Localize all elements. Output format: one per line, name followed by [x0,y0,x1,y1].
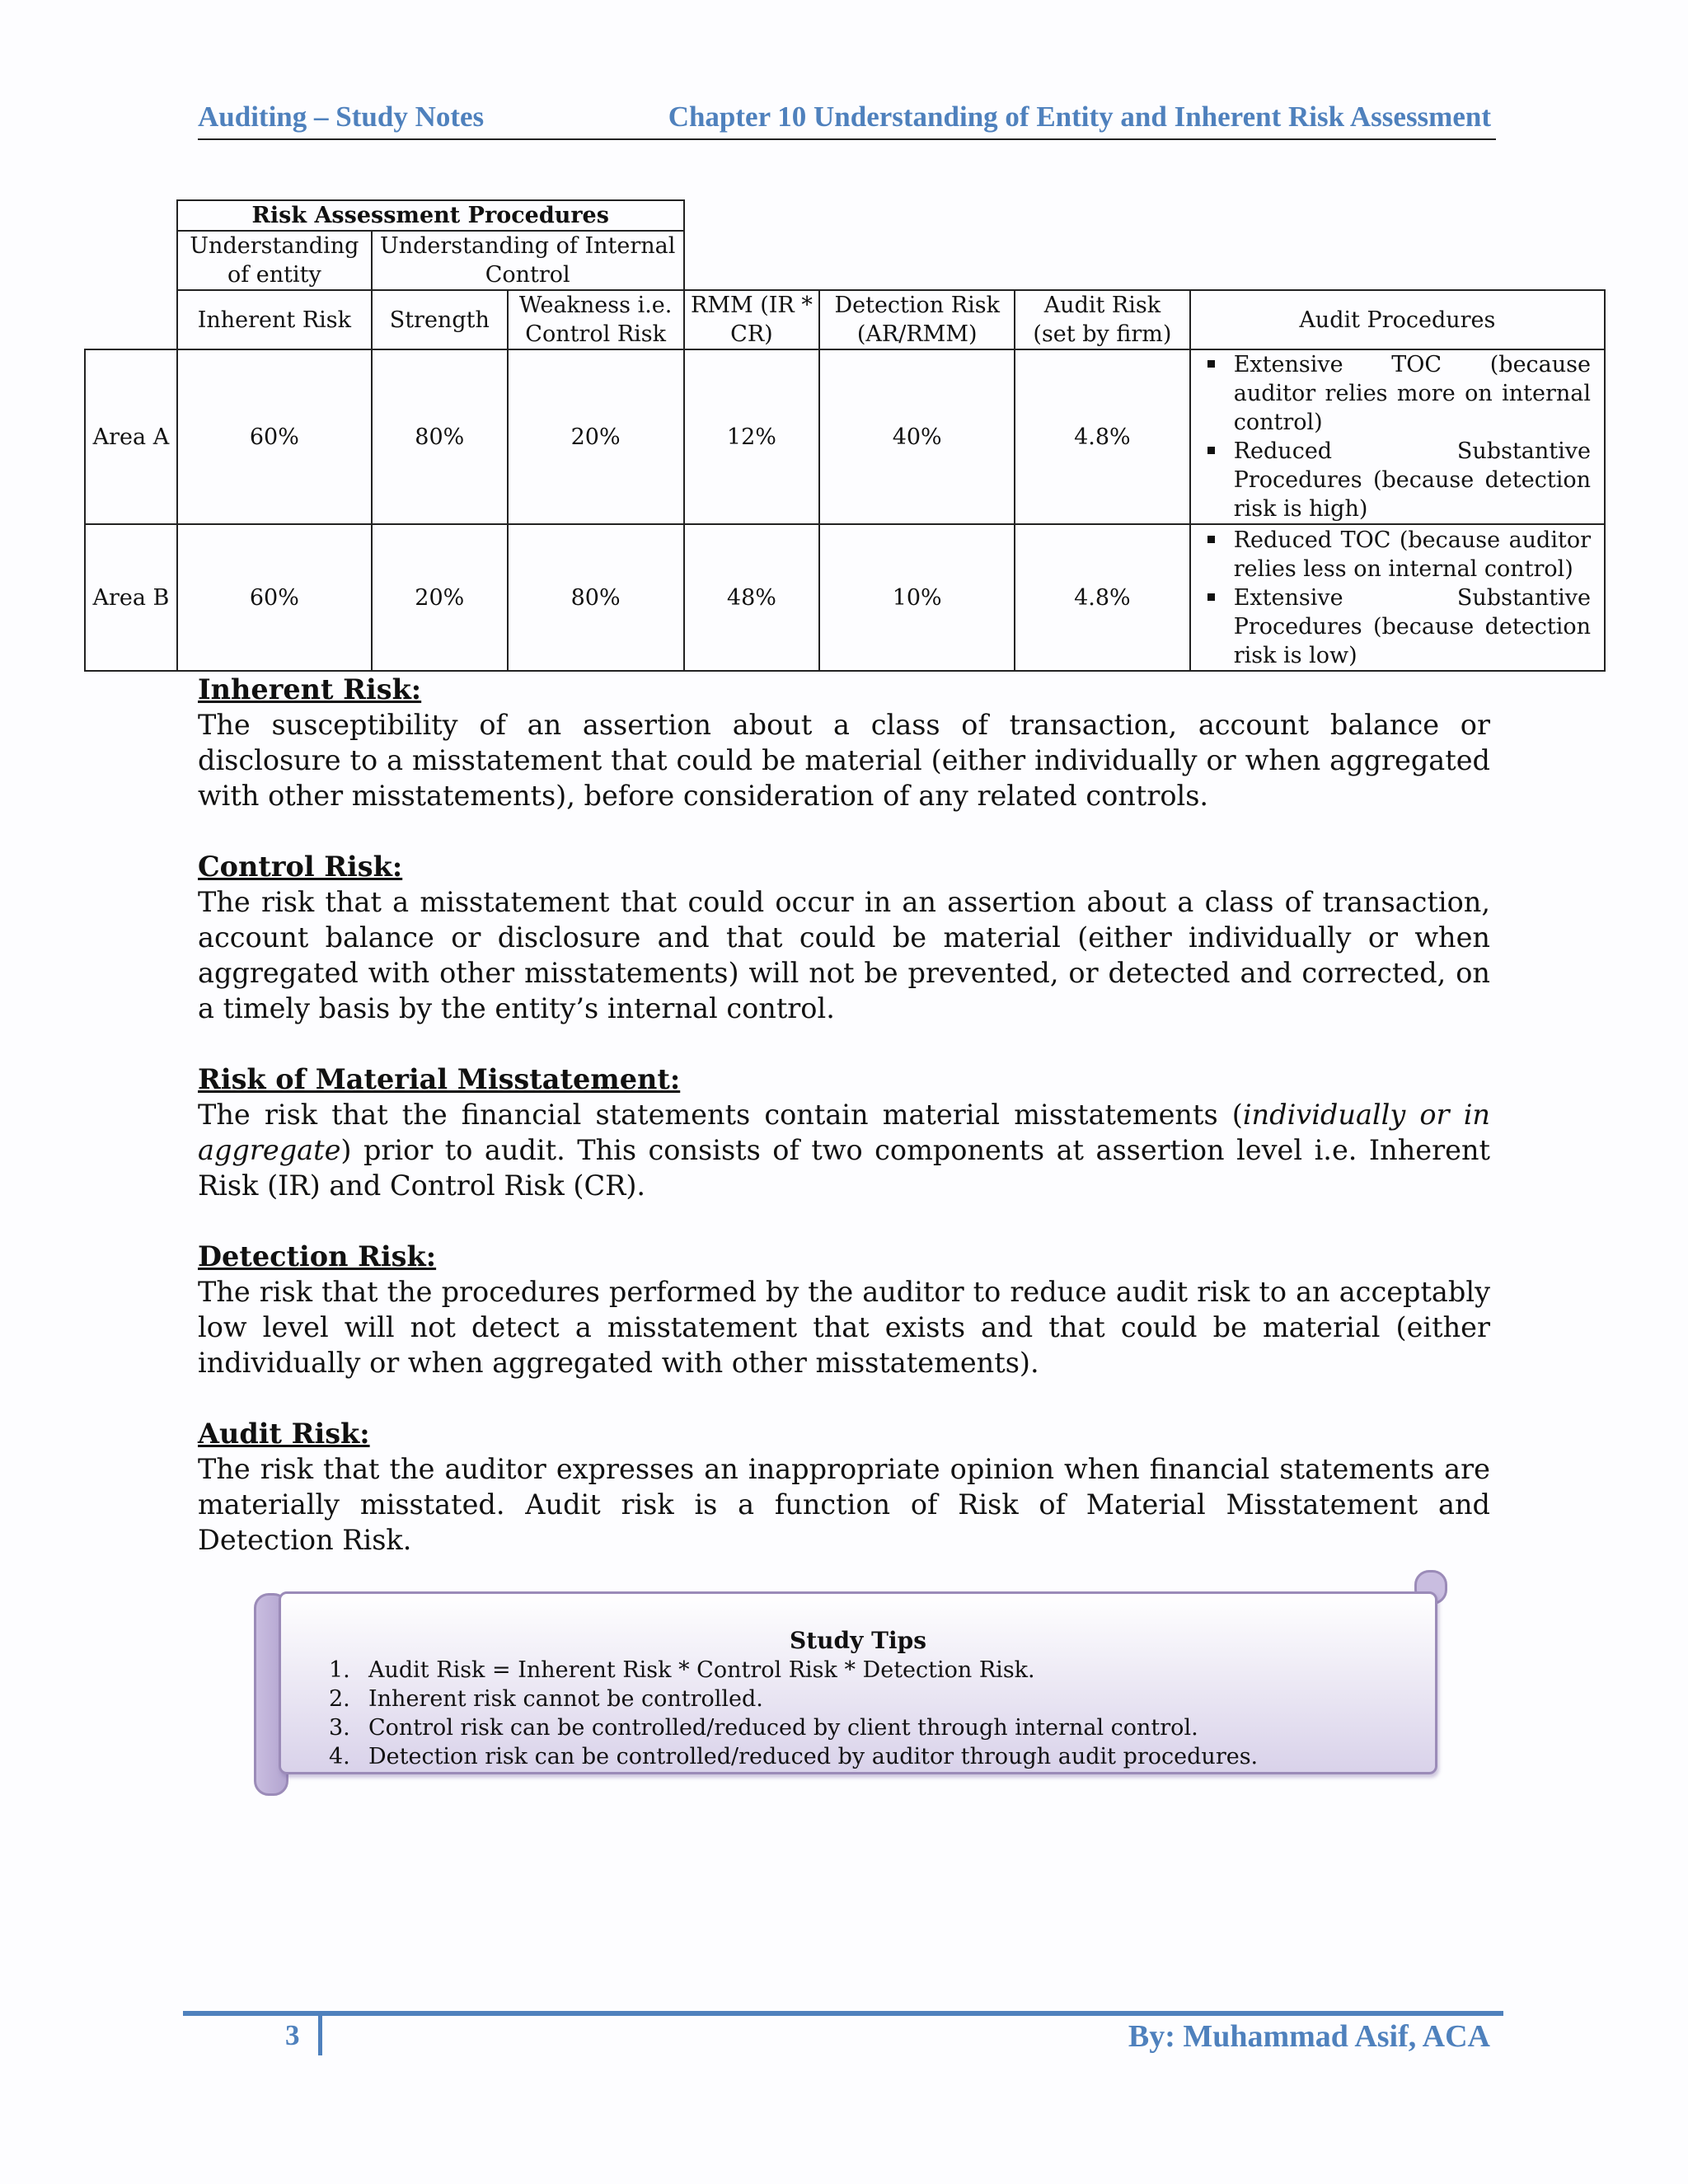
row-area-label: Area B [85,524,177,671]
procedure-bullet: Extensive TOC (because auditor relies more on internal control) [1201,350,1591,437]
tip-text: Detection risk can be controlled/reduced by auditor through audit procedures. [368,1744,1259,1769]
cell-strength: 20% [372,524,508,671]
footer-divider [183,2011,1503,2016]
col-header-audit-procedures: Audit Procedures [1190,290,1605,349]
inherent-risk-text: The susceptibility of an assertion about a class of transaction, account balance or disclosure to a misstatement that could be material (either individually or when aggregated with other misstatements), before consideration of any related controls. [198,709,1490,812]
tip-text: Control risk can be controlled/reduced by client through internal control. [368,1715,1198,1741]
rmm-text-italic: individually or in aggregate [198,1099,1490,1166]
cell-rmm: 48% [684,524,820,671]
cell-detection-risk: 10% [819,524,1015,671]
rmm-text-part: The risk that the financial statements contain material misstatements ( [198,1099,1243,1131]
col-header-audit-risk: Audit Risk (set by firm) [1015,290,1190,349]
page-header [198,97,1496,140]
cell-audit-risk: 4.8% [1015,349,1190,524]
cell-rmm: 12% [684,349,820,524]
cell-weakness: 20% [508,349,684,524]
page-number: 3 [285,2019,300,2051]
tip-number: 2. [329,1686,350,1712]
procedure-bullet: Reduced TOC (because auditor relies less on internal control) [1201,526,1591,583]
list-item [329,1742,1258,1771]
inherent-risk-heading: Inherent Risk: [198,673,422,705]
audit-risk-heading: Audit Risk: [198,1418,370,1450]
cell-audit-procedures [1190,349,1605,524]
list-item [329,1656,1258,1685]
table-row [85,524,1605,671]
tip-number: 1. [329,1657,350,1683]
col-header-rmm: RMM (IR * CR) [684,290,820,349]
study-tips-box [279,1591,1437,1774]
study-tips-title: Study Tips [790,1627,926,1654]
detection-risk-text: The risk that the procedures performed by the auditor to reduce audit risk to an acceptably low level will not detect a misstatement that exists and that could be material (either individually or when aggregated with other misstatements). [198,1276,1490,1379]
cell-inherent-risk: 60% [177,524,372,671]
header-book-title: Auditing – Study Notes [198,101,485,133]
table-subheader-internal-control: Understanding of Internal Control [372,231,684,290]
audit-risk-text: The risk that the auditor expresses an inappropriate opinion when financial statements are materially misstated. Audit risk is a function of Risk of Material Misstatement and Detection Risk. [198,1453,1490,1556]
control-risk-heading: Control Risk: [198,851,403,883]
list-item [329,1685,1258,1713]
study-tips-scroll [254,1570,1449,1793]
col-header-detection-risk: Detection Risk (AR/RMM) [819,290,1015,349]
control-risk-text: The risk that a misstatement that could occur in an assertion about a class of transaction, account balance or disclosure and that could be material (either individually or when aggregated with other misstatements) will not be prevented, or detected and corrected, on a timely basis by the entity’s internal control. [198,886,1490,1024]
row-area-label: Area A [85,349,177,524]
col-header-strength: Strength [372,290,508,349]
footer-author: By: Muhammad Asif, ACA [1128,2019,1490,2054]
procedure-bullet: Extensive Substantive Procedures (because detection risk is low) [1201,583,1591,670]
definitions-section [198,672,1490,1593]
detection-risk-heading: Detection Risk: [198,1240,437,1272]
table-row [85,349,1605,524]
cell-audit-risk: 4.8% [1015,524,1190,671]
cell-strength: 80% [372,349,508,524]
procedure-bullet: Reduced Substantive Procedures (because detection risk is high) [1201,437,1591,523]
risk-table [84,199,1606,672]
table-subheader-entity: Understanding of entity [177,231,372,290]
study-tips-list [329,1656,1258,1771]
tip-text: Audit Risk = Inherent Risk * Control Risk * Detection Risk. [368,1657,1035,1683]
table-group-header: Risk Assessment Procedures [177,200,684,231]
list-item [329,1713,1258,1742]
cell-inherent-risk: 60% [177,349,372,524]
cell-detection-risk: 40% [819,349,1015,524]
tip-number: 4. [329,1744,350,1769]
rmm-text [198,1097,1490,1203]
col-header-inherent-risk: Inherent Risk [177,290,372,349]
cell-audit-procedures [1190,524,1605,671]
tip-text: Inherent risk cannot be controlled. [368,1686,763,1712]
rmm-heading: Risk of Material Misstatement: [198,1063,681,1095]
rmm-text-part: ) prior to audit. This consists of two components at assertion level i.e. Inherent Risk (IR) and Control Risk (CR). [198,1134,1490,1202]
tip-number: 3. [329,1715,350,1741]
footer-separator [318,2016,322,2055]
cell-weakness: 80% [508,524,684,671]
header-chapter-title: Chapter 10 Understanding of Entity and Inherent Risk Assessment [668,101,1491,133]
col-header-weakness: Weakness i.e. Control Risk [508,290,684,349]
